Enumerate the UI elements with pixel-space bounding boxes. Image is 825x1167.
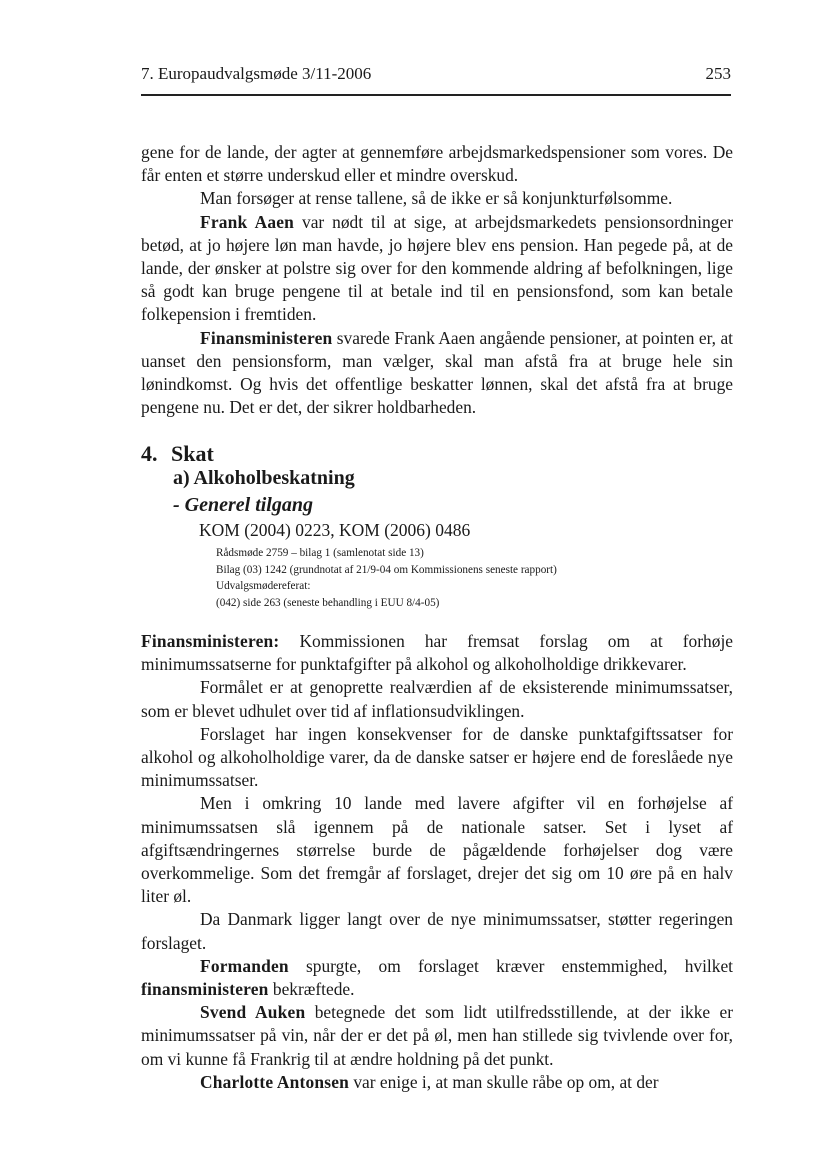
paragraph: Man forsøger at rense tallene, så de ikke er så konjunkturfølsomme.: [200, 188, 673, 209]
paragraph: [141, 630, 733, 676]
speaker-name: finansministeren: [141, 979, 269, 1000]
document-reference: KOM (2004) 0223, KOM (2006) 0486: [199, 520, 471, 540]
header-rule: [141, 94, 731, 96]
speaker-name: Formanden: [200, 955, 289, 976]
speaker-name: Frank Aaen: [200, 211, 295, 232]
section-heading: [141, 441, 214, 467]
paragraph: Da Danmark ligger langt over de nye minimumssatser, støtter regeringen forslaget.: [141, 909, 733, 953]
paragraph: Men i omkring 10 lande med lavere afgifter vil en forhøjelse af minimumssatsen slå igennem på de nationale satser. Set i lyset af afgiftsændringernes størrelse burde de pågældende forhøjelser dog være overkommelige. Som det fremgår af forslaget, drejer det sig om 10 øre på en halv liter øl.: [141, 793, 733, 907]
paragraph: Forslaget har ingen konsekvenser for de danske punktafgiftssatser for alkohol og alkoholholdige varer, da de danske satser er højere end de foreslåede nye minimumssatser.: [141, 723, 733, 791]
section-number: 4.: [141, 441, 158, 466]
paragraph-text: bekræftede.: [268, 979, 355, 1000]
paragraph: [141, 327, 733, 420]
reference-list: [216, 545, 557, 611]
paragraph: [141, 211, 733, 327]
header-title: 7. Europaudvalgsmøde 3/11-2006: [141, 64, 372, 83]
section-pensions-text: [141, 141, 733, 419]
paragraph: [141, 1071, 733, 1094]
paragraph-text: spurgte, om forslaget kræver enstemmighed, hvilket: [288, 955, 733, 976]
reference-item: (042) side 263 (seneste behandling i EUU 8/4-05): [216, 596, 440, 609]
paragraph: gene for de lande, der agter at gennemføre arbejdsmarkedspensioner som vores. De får enten et større underskud eller et mindre overskud.: [141, 142, 733, 186]
reference-item: Bilag (03) 1242 (grundnotat af 21/9-04 om Kommissionens seneste rapport): [216, 563, 557, 576]
reference-item: Udvalgsmødereferat:: [216, 580, 311, 592]
paragraph-text: svarede Frank Aaen angående pensioner, at pointen er, at uanset den pensionsform, man vælger, skal man afstå fra at bruge hele sin lønindkomst. Og hvis det offentlige beskatter lønnen, skal det afstå fra at bruge pengene nu. Det er det, der sikrer holdbarheden.: [141, 327, 733, 418]
paragraph-text: betegnede det som lidt utilfredsstillende, at der ikke er minimumssatser på vin, når der er det på øl, men han stillede sig tvivlende over for, om vi kunne få Frankrig til at ændre holdning på det punkt.: [141, 1002, 734, 1069]
paragraph: Formålet er at genoprette realværdien af de eksisterende minimumssatser, som er blevet udhulet over tid af inflationsudviklingen.: [141, 677, 733, 721]
speaker-name: Finansministeren:: [141, 631, 280, 651]
speaker-name: Charlotte Antonsen: [200, 1071, 350, 1092]
page-number: 253: [705, 64, 731, 83]
speaker-name: Svend Auken: [200, 1002, 306, 1023]
paragraph: [141, 1001, 733, 1071]
running-header: [141, 64, 731, 90]
section-title: Skat: [171, 441, 214, 466]
section-alcohol-text: [141, 630, 733, 1094]
subsection-subheading: - Generel tilgang: [173, 494, 313, 516]
paragraph: [141, 955, 733, 1001]
subsection-heading: a) Alkoholbeskatning: [173, 467, 355, 489]
paragraph-text: Kommissionen har fremsat forslag om at forhøje minimumssatserne for punktafgifter på alkohol og alkoholholdige drikkevarer.: [141, 631, 733, 675]
paragraph-text: var nødt til at sige, at arbejdsmarkedets pensionsordninger betød, at jo højere løn man havde, jo højere blev ens pension. Han pegede på, at de lande, der ønsker at polstre sig over for den kommende aldring af befolkningen, lige så godt kan bruge pengene til at betale ind til en pensionsfond, som kan betale folkepension i fremtiden.: [141, 211, 733, 325]
paragraph-text: var enige i, at man skulle råbe op om, at der: [349, 1071, 659, 1092]
speaker-name: Finansministeren: [200, 327, 333, 348]
reference-item: Rådsmøde 2759 – bilag 1 (samlenotat side 13): [216, 547, 424, 559]
